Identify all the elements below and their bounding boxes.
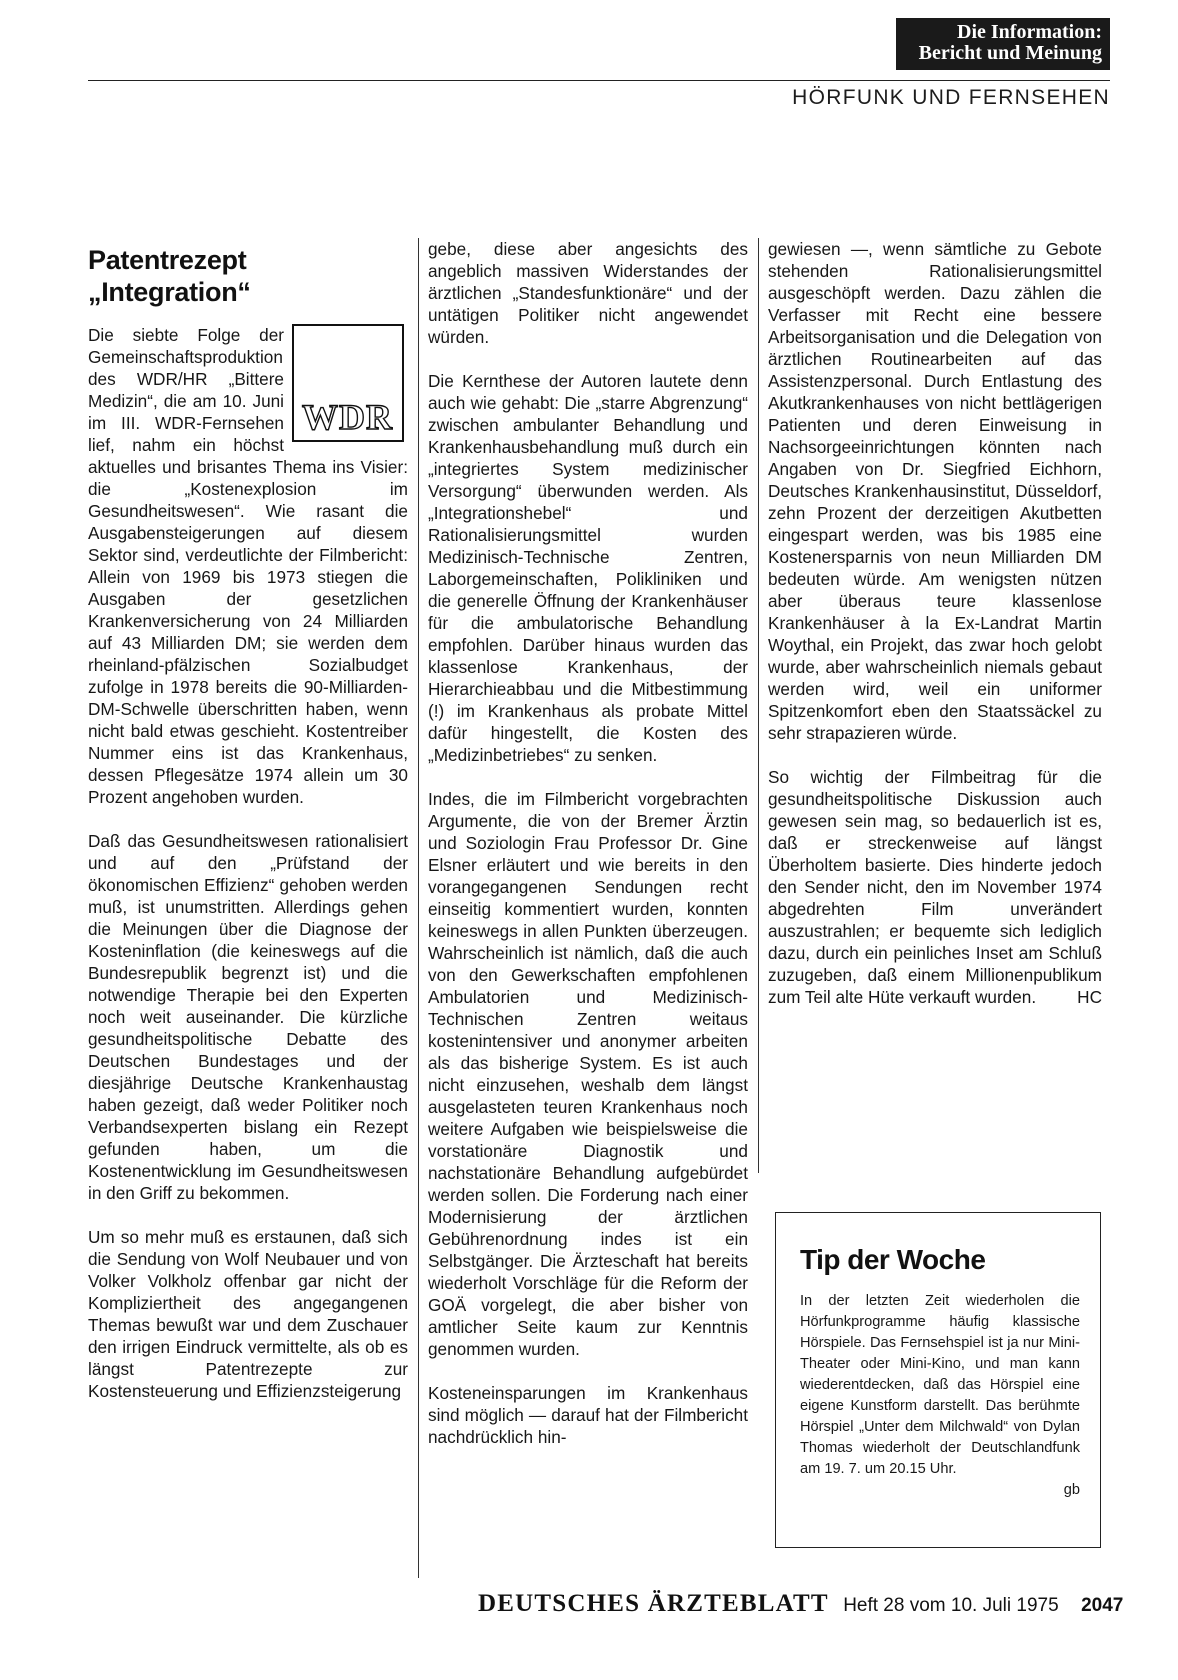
paragraph: Die Kernthese der Autoren lautete denn auch wie gehabt: Die „starre Abgrenzung“ zwischen ambulanter Behandlung und Krankenhausbehandlung muß durch ein „integriertes System medizinischer Versorgung“ überwunden werden. Als „Integrationshebel“ und Rationalisierungsmittel wurden Medizinisch-Technische Zentren, Laborgemeinschaften, Polikliniken und die generelle Öffnung der Krankenhäuser für die ambulatorische Behandlung empfohlen. Darüber hinaus wurden das klassenlose Krankenhaus, der Hierarchieabbau und die Mitbestimmung (!) im Krankenhaus als probate Mittel dafür hingestellt, die Kosten des „Medizinbetriebes“ zu senken.: [428, 371, 748, 765]
tip-of-the-week-box: [775, 1212, 1101, 1548]
article-column-2: [428, 238, 748, 1470]
kicker-line-2: Bericht und Meinung: [918, 42, 1102, 64]
article-column-1: [88, 238, 408, 1424]
article-headline: [88, 244, 408, 308]
paragraph: Daß das Gesundheitswesen rationalisiert und auf den „Prüfstand der ökonomischen Effizienz“ gehoben werden muß, ist unumstritten. Allerdings gehen die Meinungen über die Diagnose der Kosteninflation (die keineswegs auf die Bundesrepublik begrenzt ist) und die notwendige Therapie bei den Experten noch weit auseinander. Die kürzliche gesundheitspolitische Debatte des Deutschen Bundestages und der diesjährige Deutsche Krankenhaustag haben gezeigt, daß weder Politiker noch Verbandsexperten bislang ein Rezept gefunden haben, um die Kostenentwicklung im Gesundheitswesen in den Griff zu bekommen.: [88, 831, 408, 1203]
section-label: HÖRFUNK UND FERNSEHEN: [792, 86, 1110, 109]
kicker-line-1: Die Information:: [957, 21, 1102, 43]
wdr-logo-text: WDR: [302, 397, 393, 437]
tip-title: Tip der Woche: [800, 1244, 986, 1275]
author-signature: HC: [1077, 987, 1102, 1007]
article-column-3: [768, 238, 1102, 1030]
wdr-logo: [292, 324, 404, 442]
paragraph-final: [768, 766, 1102, 1008]
section-kicker: [896, 18, 1110, 70]
tip-text: [800, 1291, 1080, 1501]
paragraph: Um so mehr muß es erstaunen, daß sich die Sendung von Wolf Neubauer und von Volker Volkholz offenbar gar nicht der Kompliziertheit des angegangenen Themas bewußt war und dem Zuschauer den irrigen Eindruck vermittelte, als ob es längst Patentrezepte zur Kostensteuerung und Effizienzsteigerung: [88, 1227, 408, 1401]
paragraph-text: So wichtig der Filmbeitrag für die gesundheitspolitische Diskussion auch gewesen sein mag, so bedauerlich ist es, daß er streckenweise auf längst Überholtem basierte. Dies hinderte jedoch den Sender nicht, den im November 1974 abgedrehten Film unverändert auszustrahlen; er bequemte sich lediglich dazu, durch ein peinliches Inset am Schluß zuzugeben, daß einem Millionenpublikum zum Teil alte Hüte verkauft wurden.: [768, 767, 1102, 1007]
tip-signature: gb: [1063, 1482, 1080, 1498]
paragraph: Indes, die im Filmbericht vorgebrachten Argumente, die von der Bremer Ärztin und Soziologin Frau Professor Dr. Gine Elsner erläutert und wie bereits in den vorangegangenen Sendungen recht einseitig kommentiert wurden, konnten keineswegs in allen Punkten überzeugen. Wahrscheinlich ist nämlich, daß die auch von den Gewerkschaften empfohlenen Ambulatorien und Medizinisch-Technischen Zentren weitaus kostenintensiver und anonymer arbeiten als das bisherige System. Es ist auch nicht einzusehen, weshalb dem längst ausgelasteten teuren Krankenhaus noch weitere Aufgaben wie beispielsweise die vorstationäre Diagnostik und nachstationäre Behandlung aufgebürdet werden sollen. Die Forderung nach einer Modernisierung der ärztlichen Gebührenordnung indes ist ein Selbstgänger. Die Ärzteschaft hat bereits wiederholt Vorschläge für die Reform der GOÄ vorgelegt, die aber bisher von amtlicher Seite kaum zur Kenntnis genommen wurden.: [428, 789, 748, 1359]
page-footer: [478, 1590, 1123, 1618]
journal-name: DEUTSCHES ÄRZTEBLATT: [478, 1590, 829, 1617]
paragraph: gebe, diese aber angesichts des angeblich massiven Widerstandes der ärztlichen „Standesfunktionäre“ und der untätigen Politiker nicht angewendet würden.: [428, 239, 748, 347]
headline-line-1: Patentrezept: [88, 245, 247, 275]
issue-info: Heft 28 vom 10. Juli 1975: [843, 1595, 1059, 1616]
intro-text-rest: die am 10. Juni im III. WDR-Fernsehen lief, nahm ein höchst aktuelles und brisantes Thema ins Visier: die „Kostenexplosion im Gesundheitswesen“. Wie rasant die Ausgabensteigerungen auf diesem Sektor sind, verdeutlichte der Filmbericht: Allein von 1969 bis 1973 stiegen die Ausgaben der gesetzlichen Krankenversicherung von 24 Milliarden auf 43 Milliarden DM; sie werden dem rheinland-pfälzischen Sozialbudget zufolge in 1978 bereits die 90-Milliarden-DM-Schwelle überschritten haben, wenn nicht bald etwas geschieht. Kostentreiber Nummer eins ist das Krankenhaus, dessen Pflegesätze 1974 allein um 30 Prozent angehoben wurden.: [88, 391, 408, 807]
page-number: 2047: [1081, 1595, 1124, 1616]
column-divider-2: [758, 238, 759, 1173]
intro-text-narrow: Die siebte Folge der Gemeinschaftsproduktion des WDR/HR „Bittere Medizin“,: [88, 325, 284, 411]
paragraph-intro: [88, 324, 408, 808]
column-divider-1: [418, 238, 419, 1578]
paragraph: Kosteneinsparungen im Krankenhaus sind möglich — darauf hat der Filmbericht nachdrücklich hin-: [428, 1383, 748, 1447]
headline-line-2: „Integration“: [88, 277, 251, 307]
header-rule: [88, 80, 1110, 81]
paragraph: gewiesen —, wenn sämtliche zu Gebote stehenden Rationalisierungsmittel ausgeschöpft werden. Dazu zählen die Verfasser mit Recht eine bessere Arbeitsorganisation und die Delegation von ärztlichen Routinearbeiten auf das Assistenzpersonal. Durch Entlastung des Akutkrankenhauses von nicht bettlägerigen Patienten und deren Einweisung in Nachsorgeeinrichtungen könnten nach Angaben von Dr. Siegfried Eichhorn, Deutsches Krankenhausinstitut, Düsseldorf, zehn Prozent der derzeitigen Akutbetten eingespart werden, was bis 1985 eine Kostenersparnis von neun Milliarden DM bedeuten würde. Am wenigsten nützen aber überaus teure klassenlose Krankenhäuser à la Ex-Landrat Martin Woythal, ein Projekt, das zwar hoch gelobt wurde, aber wahrscheinlich niemals gebaut werden wird, weil ein uniformer Spitzenkomfort eben den Staatssäckel zu sehr strapazieren würde.: [768, 239, 1102, 743]
tip-body: In der letzten Zeit wiederholen die Hörfunkprogramme häufig klassische Hörspiele. Das Fernsehspiel ist ja nur Mini-Theater oder Mini-Kino, und man kann wiederentdecken, daß das Hörspiel eine eigene Kunstform darstellt. Das berühmte Hörspiel „Unter dem Milchwald“ von Dylan Thomas wiederholt der Deutschlandfunk am 19. 7. um 20.15 Uhr.: [800, 1293, 1080, 1477]
